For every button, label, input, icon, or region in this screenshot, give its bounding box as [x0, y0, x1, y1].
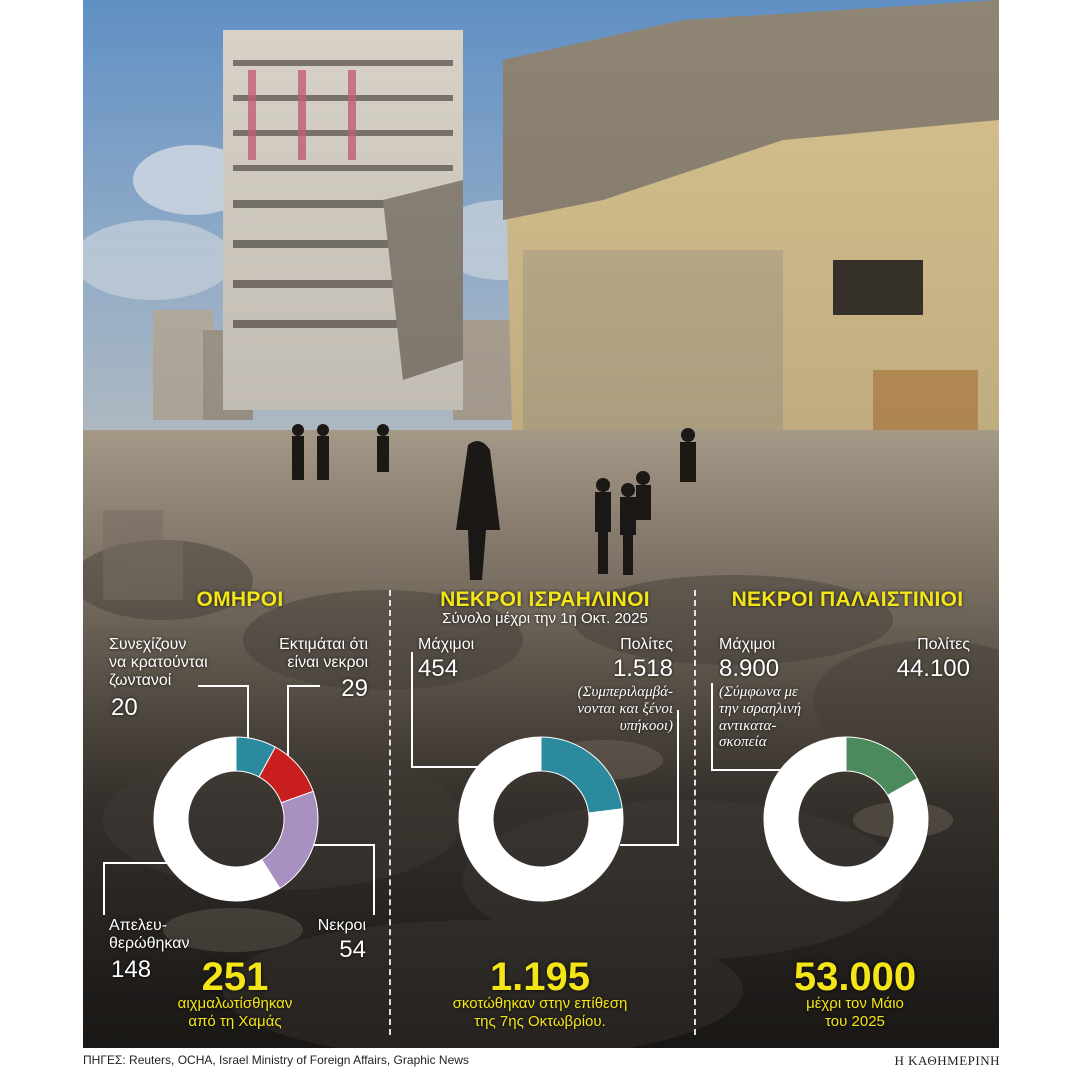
israeli-civilians-note: (Συμπεριλαμβά- νονται και ξένοι υπήκοοι) — [577, 684, 673, 734]
leader-presumed — [288, 686, 320, 770]
leader-dead — [310, 845, 374, 915]
hostages-released-value: 148 — [111, 956, 152, 983]
sources-footer: ΠΗΓΕΣ: Reuters, OCHA, Israel Ministry of Foreign Affairs, Graphic News — [83, 1053, 469, 1067]
hostages-total: 251 — [201, 955, 269, 999]
palestinian-total-caption: μέχρι τον Μάιο του 2025 — [806, 995, 904, 1030]
hostages-title: ΟΜΗΡΟΙ — [196, 588, 284, 611]
hostages-presumed-value: 29 — [341, 675, 368, 702]
israeli-civilians-label: Πολίτες — [620, 636, 673, 653]
leader-released — [104, 863, 180, 915]
israeli-soldiers-value: 454 — [418, 655, 459, 682]
israeli-title: ΝΕΚΡΟΙ ΙΣΡΑΗΛΙΝΟΙ — [440, 588, 650, 611]
hostages-total-caption: αιχμαλωτίσθηκαν από τη Χαμάς — [177, 995, 293, 1030]
divider-left — [389, 590, 391, 1035]
palestinian-fighters-label: Μάχιμοι — [719, 636, 776, 653]
israeli-civilians-value: 1.518 — [612, 655, 673, 682]
palestinian-civilians-label: Πολίτες — [917, 636, 970, 653]
hostages-donut — [154, 737, 318, 901]
israeli-total-caption: σκοτώθηκαν στην επίθεση της 7ης Οκτωβρίου. — [452, 995, 628, 1030]
hostages-dead-value: 54 — [339, 936, 366, 963]
palestinian-civilians-value: 44.100 — [896, 655, 970, 682]
hostages-released-label: Απελευ- θερώθηκαν — [109, 917, 190, 952]
israeli-subtitle: Σύνολο μέχρι την 1η Οκτ. 2025 — [442, 610, 648, 627]
israeli-soldiers-label: Μάχιμοι — [418, 636, 475, 653]
israeli-deaths-donut — [459, 737, 623, 901]
hostages-dead-label: Νεκροι — [317, 917, 366, 934]
israeli-slice-0 — [541, 737, 622, 813]
palestinian-fighters-value: 8.900 — [719, 655, 780, 682]
israeli-total: 1.195 — [489, 955, 591, 999]
palestinian-fighters-note: (Σύμφωνα με την ισραηλινή αντικατα- σκοπεία — [719, 684, 802, 751]
hostages-alive-label: Συνεχίζουν να κρατούνται ζωντανοί — [109, 636, 208, 689]
divider-right — [694, 590, 696, 1035]
hostages-alive-value: 20 — [111, 694, 138, 721]
palestinian-title: ΝΕΚΡΟΙ ΠΑΛΑΙΣΤΙΝΙΟΙ — [731, 588, 964, 611]
palestinian-deaths-donut — [764, 737, 928, 901]
hostages-presumed-label: Εκτιμάται ότι είναι νεκροι — [279, 636, 368, 671]
publisher-brand: Η ΚΑΘΗΜΕΡΙΝΗ — [894, 1053, 1000, 1068]
palestinian-total: 53.000 — [793, 955, 917, 999]
